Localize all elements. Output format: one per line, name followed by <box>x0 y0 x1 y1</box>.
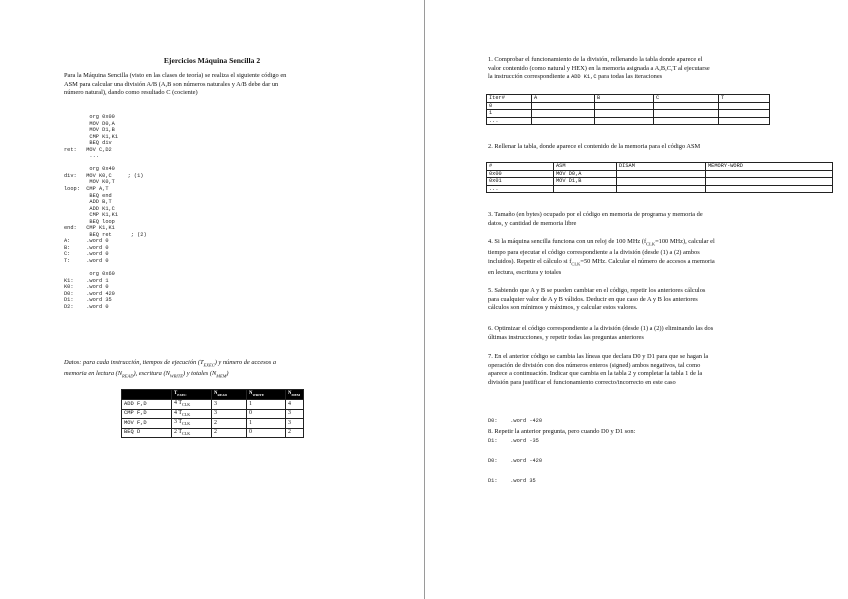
table-header-row <box>122 390 304 400</box>
q8-code-block <box>488 445 542 497</box>
table-cell <box>595 110 654 118</box>
table-row <box>487 117 770 125</box>
table-cell <box>617 178 706 186</box>
intro-line: ASM para calcular una división A/B (A,B son números naturales y A/B debe dar un <box>64 80 279 88</box>
table-header-cell: $T_{EXEC}$ <box>172 390 212 400</box>
table-header-cell <box>122 390 172 400</box>
mem-cell: 3 <box>286 409 304 418</box>
code-line: org 0x00 <box>64 114 115 120</box>
time-cell: 4 $T_{CLK}$ <box>172 400 212 409</box>
table-cell: MOV D1,B <box>554 178 617 186</box>
q6-line: 6. Optimizar el código correspondiente a la división (desde (1) a (2)) eliminando las dos <box>488 325 714 332</box>
code-line: D1: .word 35 <box>64 297 112 304</box>
table-header-cell: ASM <box>554 163 617 171</box>
table-header-cell: B <box>595 95 654 103</box>
question-3 <box>488 211 833 228</box>
code-line: BEQ ret ; (2) <box>64 231 147 238</box>
code-line: T: .word 0 <box>64 258 109 265</box>
q3-line: 3. Tamaño (en bytes) ocupado por el código en memoria de programa y memoria de <box>488 211 703 218</box>
code-line: D0: .word -420 <box>488 418 543 425</box>
q5-line: para cualquier valor de A y B válidos. Deducir en que caso de A y B los anteriores <box>488 295 698 303</box>
intro-line: número natural), dando como resultado C (cociente) <box>64 89 198 97</box>
datos-text: memoria en lectura (N <box>64 369 123 377</box>
code-line: C: .word 0 <box>64 251 109 258</box>
code-line: CMP K1,K1 <box>64 133 119 140</box>
question-7 <box>488 353 833 388</box>
instruction-data-table <box>121 389 304 438</box>
table-row <box>122 400 304 409</box>
table-header-row <box>487 163 833 171</box>
datos-paragraph <box>64 359 384 381</box>
table-row <box>487 102 770 110</box>
question-5 <box>488 287 833 313</box>
code-line: A: .word 0 <box>64 238 109 245</box>
question-1 <box>488 56 833 82</box>
table-row <box>487 110 770 118</box>
code-line: end: CMP K1,K1 <box>64 225 115 232</box>
code-line: D1: .word -35 <box>488 437 539 444</box>
q5-line: 5. Sabiendo que A y B se pueden cambiar en el código, repetir los anteriores cálculos <box>488 287 706 294</box>
asm-code-block <box>64 114 147 310</box>
table-cell <box>617 185 706 193</box>
datos-sub: WRITE <box>169 373 184 379</box>
q7-line: operación de división con dos números enteros (signed) ambos negativos, tal como <box>488 361 701 369</box>
mem-cell: 2 <box>286 428 304 437</box>
datos-line-1 <box>64 359 384 370</box>
table-header-cell: $N_{READ}$ <box>212 390 247 400</box>
datos-sub: MEM <box>216 373 227 379</box>
iteration-table <box>486 94 770 125</box>
code-line: ret: MOV C,D2 <box>64 146 112 153</box>
time-cell: 4 $T_{CLK}$ <box>172 409 212 418</box>
table-header-cell: C <box>654 95 719 103</box>
code-line: K1: .word 1 <box>64 277 109 284</box>
datos-text: ) y número de accesos a <box>214 359 277 366</box>
code-line: loop: CMP A,T <box>64 186 109 193</box>
code-line: ... <box>64 153 99 160</box>
code-line: D0: .word -420 <box>488 458 543 465</box>
table-row <box>487 178 833 186</box>
table-cell: 0 <box>487 102 532 110</box>
table-header-cell: A <box>532 95 595 103</box>
table-cell <box>654 110 719 118</box>
mem-cell: 3 <box>286 419 304 428</box>
table-cell <box>706 170 833 178</box>
code-line: MOV D0,A <box>64 120 115 127</box>
q1-line: 1. Comprobar el funcionamiento de la división, rellenando la tabla donde aparece el <box>488 56 703 63</box>
time-cell: 3 $T_{CLK}$ <box>172 419 212 428</box>
intro-line: Para la Máquina Sencilla (visto en las clases de teoría) se realiza el siguiente código en <box>64 72 287 79</box>
table-cell <box>719 117 770 125</box>
table-row <box>487 170 833 178</box>
q1-line: la instrucción correspondiente a ADD K1,C para todas las iteraciones <box>488 73 663 81</box>
table-cell: MOV D0,A <box>554 170 617 178</box>
table-row <box>122 409 304 418</box>
table-cell: ... <box>487 185 554 193</box>
datos-sub: READ <box>122 373 134 379</box>
instruction-cell: BEQ D <box>122 428 172 437</box>
code-line: BEQ loop <box>64 218 115 225</box>
table-header-cell: $N_{WRITE}$ <box>247 390 286 400</box>
write-cell: 1 <box>247 419 286 428</box>
q7-line: división para justificar el funcionamiento correcto/incorrecto en este caso <box>488 379 676 387</box>
table-cell <box>706 185 833 193</box>
q7-line: 7. En el anterior código se cambia las líneas que declara D0 y D1 para que se hagan la <box>488 353 709 360</box>
question-4 <box>488 238 833 277</box>
code-line: D2: .word 0 <box>64 303 109 310</box>
q4-line: incluidos). Repetir el cálculo si $f_{CLK}=50$ MHz. Calcular el número de accesos a memoria <box>488 257 715 266</box>
code-line: D0: .word 420 <box>64 290 115 297</box>
table-row <box>487 185 833 193</box>
intro-paragraph <box>64 72 384 98</box>
code-line: ADD K1,C <box>64 205 115 212</box>
read-cell: 3 <box>212 409 247 418</box>
q7-line: aparece a continuación. Indicar que cambia en la tabla 2 y completar la tabla 1 de la <box>488 370 703 378</box>
table-cell <box>654 102 719 110</box>
write-cell: 0 <box>247 428 286 437</box>
right-page <box>425 0 848 599</box>
code-line: ADD B,T <box>64 199 112 206</box>
table-cell <box>595 102 654 110</box>
instruction-cell: CMP F,D <box>122 409 172 418</box>
q5-line: cálculos son mínimos y máximos, y calcular estos valores. <box>488 304 638 312</box>
code-line: CMP K1,K1 <box>64 212 119 219</box>
table-cell <box>532 110 595 118</box>
instruction-cell: ADD F,D <box>122 400 172 409</box>
table-cell <box>532 117 595 125</box>
datos-line-2 <box>64 370 384 381</box>
q3-line: datos, y cantidad de memoria libre <box>488 219 577 227</box>
question-2: 2. Rellenar la tabla, donde aparece el contenido de la memoria para el código ASM <box>488 143 701 150</box>
page-title: Ejercicios Máquina Sencilla 2 <box>163 56 261 65</box>
table-cell <box>595 117 654 125</box>
time-cell: 2 $T_{CLK}$ <box>172 428 212 437</box>
write-cell: 1 <box>247 400 286 409</box>
code-line: D1: .word 35 <box>488 477 536 484</box>
code-line: div: MOV K0,C ; (1) <box>64 172 144 179</box>
table-header-row <box>487 95 770 103</box>
datos-text: ) <box>226 369 229 377</box>
mem-cell: 4 <box>286 400 304 409</box>
read-cell: 3 <box>212 400 247 409</box>
question-8: 8. Repetir la anterior pregunta, pero cuando D0 y D1 son: <box>488 428 636 435</box>
table-header-cell: DISAM <box>617 163 706 171</box>
memory-table <box>486 162 833 193</box>
table-cell: 0x00 <box>487 170 554 178</box>
table-cell <box>654 117 719 125</box>
code-line: BEQ div <box>64 140 112 147</box>
table-header-cell: MEMORY-WORD <box>706 163 833 171</box>
code-line: MOV K0,T <box>64 179 115 186</box>
code-line: BEQ end <box>64 192 112 199</box>
read-cell: 2 <box>212 428 247 437</box>
table-cell <box>617 170 706 178</box>
table-row <box>122 419 304 428</box>
table-header-cell: Iter# <box>487 95 532 103</box>
table-cell: 0x01 <box>487 178 554 186</box>
q4-line: 4. Si la máquina sencilla funciona con un reloj de 100 MHz ($f_{CLK}=100$ MHz), calcular el <box>488 238 715 247</box>
q4-line: en lectura, escritura y totales <box>488 268 562 276</box>
table-cell <box>719 102 770 110</box>
table-header-cell: # <box>487 163 554 171</box>
inline-code: ADD K1,C <box>571 74 597 81</box>
code-line: K0: .word 0 <box>64 284 109 291</box>
question-6 <box>488 325 833 342</box>
code-line: org 0x40 <box>64 166 115 173</box>
datos-text: ), escritura (N <box>133 369 170 377</box>
table-cell <box>719 110 770 118</box>
table-cell: 1 <box>487 110 532 118</box>
code-line: org 0x60 <box>64 271 115 278</box>
datos-sub: EXEC <box>203 362 215 368</box>
code-line: MOV D1,B <box>64 127 115 134</box>
table-cell: ... <box>487 117 532 125</box>
q4-line: tiempo para ejecutar el código correspondiente a la división (desde (1) a (2) ambos <box>488 248 700 256</box>
read-cell: 2 <box>212 419 247 428</box>
table-header-cell: T <box>719 95 770 103</box>
table-cell <box>706 178 833 186</box>
write-cell: 0 <box>247 409 286 418</box>
q1-line: valor contenido (como natural y HEX) en la memoria asignada a A,B,C,T al ejecutarse <box>488 64 710 72</box>
instruction-cell: MOV F,D <box>122 419 172 428</box>
table-header-cell: $N_{MEM}$ <box>286 390 304 400</box>
datos-text: Datos: para cada instrucción, tiempos de ejecución (T <box>64 359 204 366</box>
datos-text: ) y totales (N <box>183 369 217 377</box>
code-line: B: .word 0 <box>64 244 109 251</box>
table-row <box>122 428 304 437</box>
table-cell <box>554 185 617 193</box>
table-cell <box>532 102 595 110</box>
q6-line: últimas instrucciones, y repetir todas las preguntas anteriores <box>488 333 644 341</box>
